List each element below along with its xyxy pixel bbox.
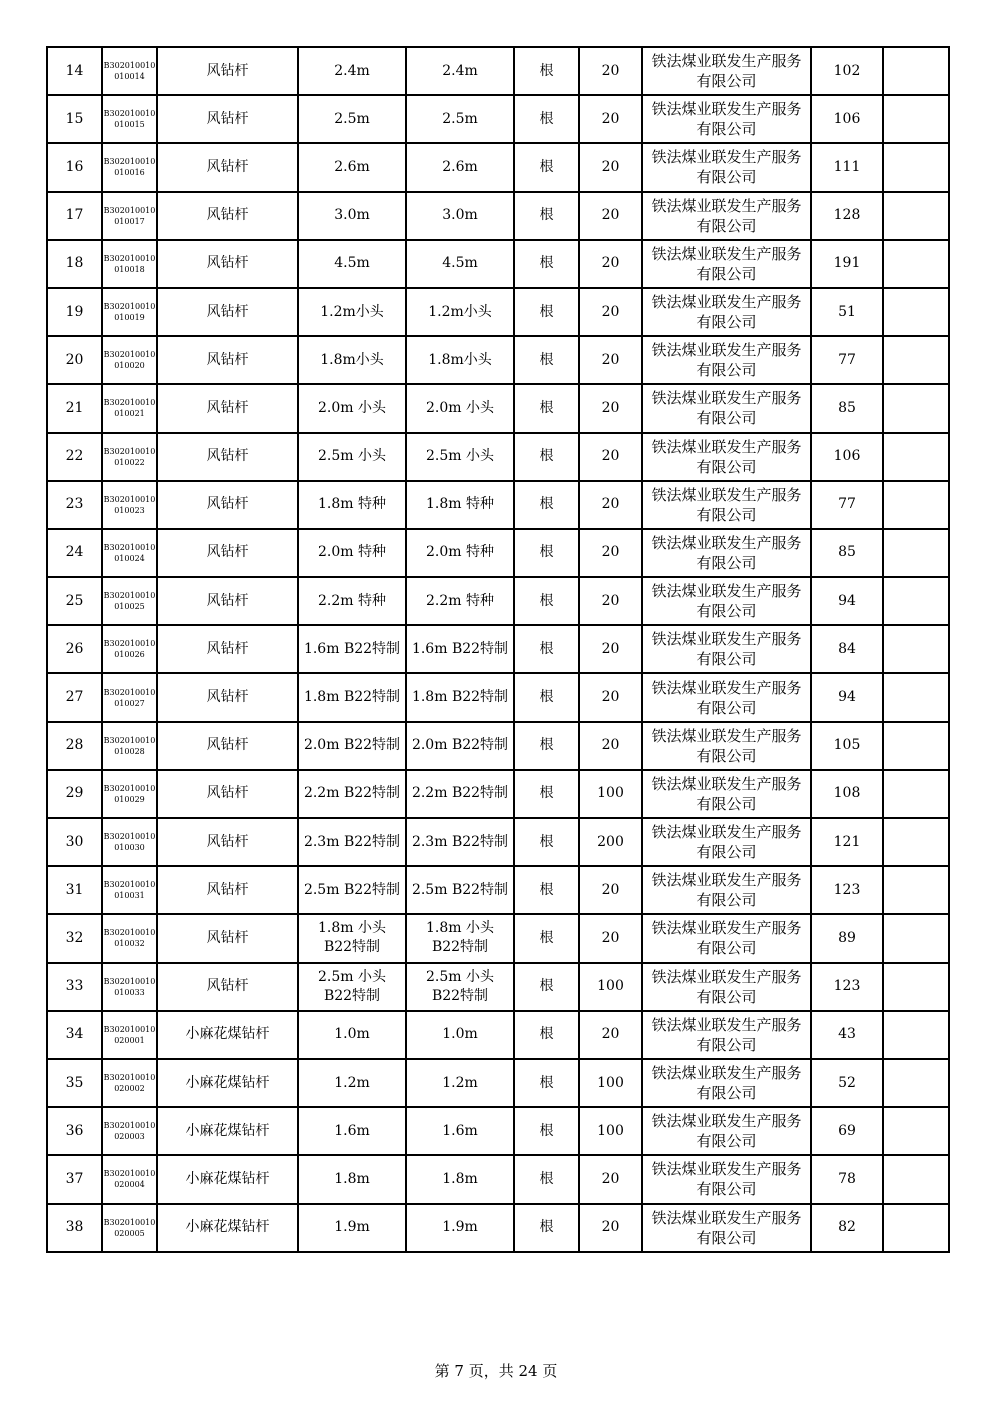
quantity-cell: 20 [579,481,642,529]
table-row [47,288,949,336]
supplier-cell: 铁法煤业联发生产服务有限公司 [642,818,811,866]
table-row [47,625,949,673]
supplier-cell: 铁法煤业联发生产服务有限公司 [642,240,811,288]
material-name-cell: 风钻杆 [157,818,298,866]
spec-detail-cell: 2.5m 小头 B22特制 [406,963,514,1011]
spec-detail-cell: 2.5m B22特制 [406,866,514,914]
unit-cell: 根 [514,95,579,143]
spec-detail-cell: 2.2m 特种 [406,577,514,625]
spec-detail-cell: 2.5m 小头 [406,433,514,481]
quantity-cell: 20 [579,1011,642,1059]
table-row [47,963,949,1011]
material-name-cell: 风钻杆 [157,47,298,95]
material-name-cell: 风钻杆 [157,866,298,914]
quantity-cell: 20 [579,1204,642,1252]
unit-cell: 根 [514,240,579,288]
spec-detail-cell: 1.8m 小头 B22特制 [406,914,514,962]
unit-price-cell: 123 [811,963,883,1011]
spec-model-cell: 1.8m B22特制 [298,673,406,721]
remark-cell [883,963,949,1011]
remark-cell [883,336,949,384]
quantity-cell: 20 [579,673,642,721]
supplier-cell: 铁法煤业联发生产服务有限公司 [642,673,811,721]
materials-table [46,46,950,1253]
material-code-cell: B302010010 010015 [102,95,157,143]
remark-cell [883,1011,949,1059]
material-name-cell: 风钻杆 [157,143,298,191]
material-code-cell: B302010010 010023 [102,481,157,529]
quantity-cell: 100 [579,1059,642,1107]
unit-cell: 根 [514,1059,579,1107]
spec-detail-cell: 1.6m B22特制 [406,625,514,673]
unit-price-cell: 84 [811,625,883,673]
remark-cell [883,818,949,866]
row-number-cell: 38 [47,1204,102,1252]
unit-cell: 根 [514,481,579,529]
spec-model-cell: 3.0m [298,192,406,240]
supplier-cell: 铁法煤业联发生产服务有限公司 [642,1155,811,1203]
row-number-cell: 37 [47,1155,102,1203]
spec-model-cell: 1.2m小头 [298,288,406,336]
spec-model-cell: 2.6m [298,143,406,191]
quantity-cell: 20 [579,866,642,914]
spec-model-cell: 1.9m [298,1204,406,1252]
quantity-cell: 20 [579,529,642,577]
material-name-cell: 风钻杆 [157,625,298,673]
material-name-cell: 小麻花煤钻杆 [157,1107,298,1155]
row-number-cell: 27 [47,673,102,721]
spec-detail-cell: 1.8m [406,1155,514,1203]
spec-model-cell: 1.8m 特种 [298,481,406,529]
row-number-cell: 35 [47,1059,102,1107]
remark-cell [883,577,949,625]
quantity-cell: 20 [579,336,642,384]
table-row [47,673,949,721]
material-name-cell: 风钻杆 [157,577,298,625]
spec-model-cell: 1.6m B22特制 [298,625,406,673]
material-name-cell: 风钻杆 [157,95,298,143]
quantity-cell: 100 [579,1107,642,1155]
material-code-cell: B302010010 010031 [102,866,157,914]
supplier-cell: 铁法煤业联发生产服务有限公司 [642,866,811,914]
unit-cell: 根 [514,336,579,384]
supplier-cell: 铁法煤业联发生产服务有限公司 [642,288,811,336]
table-row [47,336,949,384]
spec-model-cell: 1.2m [298,1059,406,1107]
spec-detail-cell: 2.0m 小头 [406,384,514,432]
spec-detail-cell: 1.0m [406,1011,514,1059]
supplier-cell: 铁法煤业联发生产服务有限公司 [642,529,811,577]
unit-price-cell: 51 [811,288,883,336]
unit-price-cell: 78 [811,1155,883,1203]
spec-detail-cell: 1.6m [406,1107,514,1155]
supplier-cell: 铁法煤业联发生产服务有限公司 [642,625,811,673]
table-row [47,914,949,962]
table-row [47,192,949,240]
row-number-cell: 24 [47,529,102,577]
unit-price-cell: 123 [811,866,883,914]
unit-price-cell: 77 [811,481,883,529]
unit-price-cell: 111 [811,143,883,191]
remark-cell [883,1107,949,1155]
row-number-cell: 25 [47,577,102,625]
spec-model-cell: 1.6m [298,1107,406,1155]
material-code-cell: B302010010 010033 [102,963,157,1011]
supplier-cell: 铁法煤业联发生产服务有限公司 [642,577,811,625]
row-number-cell: 20 [47,336,102,384]
table-row [47,577,949,625]
unit-cell: 根 [514,1155,579,1203]
material-name-cell: 风钻杆 [157,963,298,1011]
material-name-cell: 风钻杆 [157,673,298,721]
spec-detail-cell: 2.5m [406,95,514,143]
material-code-cell: B302010010 010018 [102,240,157,288]
table-row [47,818,949,866]
material-code-cell: B302010010 010019 [102,288,157,336]
remark-cell [883,625,949,673]
spec-detail-cell: 4.5m [406,240,514,288]
remark-cell [883,481,949,529]
material-name-cell: 风钻杆 [157,770,298,818]
row-number-cell: 31 [47,866,102,914]
spec-model-cell: 2.0m B22特制 [298,722,406,770]
unit-cell: 根 [514,1204,579,1252]
row-number-cell: 18 [47,240,102,288]
material-name-cell: 风钻杆 [157,722,298,770]
spec-model-cell: 1.8m小头 [298,336,406,384]
spec-detail-cell: 2.2m B22特制 [406,770,514,818]
material-name-cell: 小麻花煤钻杆 [157,1204,298,1252]
material-name-cell: 小麻花煤钻杆 [157,1155,298,1203]
supplier-cell: 铁法煤业联发生产服务有限公司 [642,770,811,818]
remark-cell [883,240,949,288]
spec-detail-cell: 2.3m B22特制 [406,818,514,866]
remark-cell [883,866,949,914]
unit-cell: 根 [514,914,579,962]
page-footer: 第 7 页，共 24 页 [434,1362,558,1380]
spec-model-cell: 2.2m B22特制 [298,770,406,818]
unit-cell: 根 [514,625,579,673]
remark-cell [883,433,949,481]
material-code-cell: B302010010 010022 [102,433,157,481]
material-code-cell: B302010010 020004 [102,1155,157,1203]
remark-cell [883,47,949,95]
remark-cell [883,722,949,770]
row-number-cell: 26 [47,625,102,673]
material-name-cell: 风钻杆 [157,288,298,336]
material-name-cell: 风钻杆 [157,240,298,288]
supplier-cell: 铁法煤业联发生产服务有限公司 [642,914,811,962]
unit-price-cell: 128 [811,192,883,240]
spec-detail-cell: 1.2m小头 [406,288,514,336]
unit-cell: 根 [514,770,579,818]
table-row [47,1059,949,1107]
supplier-cell: 铁法煤业联发生产服务有限公司 [642,192,811,240]
supplier-cell: 铁法煤业联发生产服务有限公司 [642,1107,811,1155]
spec-detail-cell: 1.2m [406,1059,514,1107]
table-body [47,47,949,1252]
remark-cell [883,1059,949,1107]
material-name-cell: 风钻杆 [157,914,298,962]
material-code-cell: B302010010 020003 [102,1107,157,1155]
material-code-cell: B302010010 010014 [102,47,157,95]
remark-cell [883,143,949,191]
unit-cell: 根 [514,143,579,191]
row-number-cell: 14 [47,47,102,95]
material-name-cell: 风钻杆 [157,336,298,384]
remark-cell [883,288,949,336]
row-number-cell: 34 [47,1011,102,1059]
spec-model-cell: 2.5m [298,95,406,143]
unit-cell: 根 [514,866,579,914]
remark-cell [883,673,949,721]
table-row [47,1011,949,1059]
material-name-cell: 风钻杆 [157,481,298,529]
material-code-cell: B302010010 010029 [102,770,157,818]
material-name-cell: 小麻花煤钻杆 [157,1011,298,1059]
material-code-cell: B302010010 010026 [102,625,157,673]
unit-price-cell: 105 [811,722,883,770]
spec-detail-cell: 1.9m [406,1204,514,1252]
unit-price-cell: 191 [811,240,883,288]
unit-cell: 根 [514,818,579,866]
quantity-cell: 20 [579,47,642,95]
material-name-cell: 风钻杆 [157,192,298,240]
spec-model-cell: 2.0m 特种 [298,529,406,577]
remark-cell [883,384,949,432]
supplier-cell: 铁法煤业联发生产服务有限公司 [642,95,811,143]
remark-cell [883,529,949,577]
material-code-cell: B302010010 010017 [102,192,157,240]
supplier-cell: 铁法煤业联发生产服务有限公司 [642,384,811,432]
table-row [47,1107,949,1155]
spec-detail-cell: 2.0m B22特制 [406,722,514,770]
unit-price-cell: 43 [811,1011,883,1059]
unit-cell: 根 [514,529,579,577]
quantity-cell: 20 [579,625,642,673]
row-number-cell: 36 [47,1107,102,1155]
remark-cell [883,1155,949,1203]
material-code-cell: B302010010 010016 [102,143,157,191]
material-code-cell: B302010010 010024 [102,529,157,577]
spec-detail-cell: 3.0m [406,192,514,240]
quantity-cell: 20 [579,95,642,143]
unit-cell: 根 [514,673,579,721]
table-row [47,722,949,770]
quantity-cell: 20 [579,722,642,770]
row-number-cell: 22 [47,433,102,481]
spec-model-cell: 2.4m [298,47,406,95]
material-code-cell: B302010010 010028 [102,722,157,770]
unit-cell: 根 [514,577,579,625]
spec-model-cell: 1.8m [298,1155,406,1203]
spec-model-cell: 2.0m 小头 [298,384,406,432]
table-row [47,866,949,914]
row-number-cell: 32 [47,914,102,962]
row-number-cell: 16 [47,143,102,191]
spec-detail-cell: 2.0m 特种 [406,529,514,577]
supplier-cell: 铁法煤业联发生产服务有限公司 [642,1059,811,1107]
quantity-cell: 20 [579,1155,642,1203]
table-row [47,433,949,481]
table-row [47,1155,949,1203]
material-name-cell: 小麻花煤钻杆 [157,1059,298,1107]
spec-model-cell: 1.8m 小头 B22特制 [298,914,406,962]
quantity-cell: 20 [579,143,642,191]
unit-price-cell: 82 [811,1204,883,1252]
material-code-cell: B302010010 010025 [102,577,157,625]
unit-cell: 根 [514,722,579,770]
table-row [47,529,949,577]
quantity-cell: 20 [579,192,642,240]
material-name-cell: 风钻杆 [157,384,298,432]
row-number-cell: 15 [47,95,102,143]
material-code-cell: B302010010 020005 [102,1204,157,1252]
unit-price-cell: 102 [811,47,883,95]
quantity-cell: 100 [579,770,642,818]
quantity-cell: 20 [579,384,642,432]
spec-model-cell: 1.0m [298,1011,406,1059]
row-number-cell: 21 [47,384,102,432]
table-row [47,95,949,143]
spec-detail-cell: 1.8m B22特制 [406,673,514,721]
spec-model-cell: 2.2m 特种 [298,577,406,625]
table-row [47,240,949,288]
supplier-cell: 铁法煤业联发生产服务有限公司 [642,433,811,481]
table-row [47,384,949,432]
remark-cell [883,914,949,962]
row-number-cell: 28 [47,722,102,770]
unit-price-cell: 94 [811,577,883,625]
unit-price-cell: 77 [811,336,883,384]
spec-model-cell: 2.5m 小头 [298,433,406,481]
unit-cell: 根 [514,433,579,481]
row-number-cell: 19 [47,288,102,336]
material-code-cell: B302010010 010030 [102,818,157,866]
supplier-cell: 铁法煤业联发生产服务有限公司 [642,1204,811,1252]
spec-model-cell: 2.3m B22特制 [298,818,406,866]
supplier-cell: 铁法煤业联发生产服务有限公司 [642,336,811,384]
unit-cell: 根 [514,47,579,95]
row-number-cell: 29 [47,770,102,818]
quantity-cell: 100 [579,963,642,1011]
material-code-cell: B302010010 010021 [102,384,157,432]
unit-price-cell: 121 [811,818,883,866]
unit-price-cell: 106 [811,433,883,481]
unit-cell: 根 [514,1011,579,1059]
supplier-cell: 铁法煤业联发生产服务有限公司 [642,481,811,529]
material-name-cell: 风钻杆 [157,529,298,577]
unit-cell: 根 [514,288,579,336]
remark-cell [883,95,949,143]
unit-cell: 根 [514,1107,579,1155]
spec-detail-cell: 1.8m小头 [406,336,514,384]
unit-cell: 根 [514,963,579,1011]
quantity-cell: 20 [579,240,642,288]
unit-price-cell: 108 [811,770,883,818]
row-number-cell: 30 [47,818,102,866]
unit-price-cell: 106 [811,95,883,143]
remark-cell [883,192,949,240]
supplier-cell: 铁法煤业联发生产服务有限公司 [642,963,811,1011]
table-row [47,143,949,191]
supplier-cell: 铁法煤业联发生产服务有限公司 [642,47,811,95]
unit-price-cell: 85 [811,384,883,432]
material-name-cell: 风钻杆 [157,433,298,481]
table-row [47,47,949,95]
unit-price-cell: 52 [811,1059,883,1107]
remark-cell [883,1204,949,1252]
unit-price-cell: 85 [811,529,883,577]
unit-cell: 根 [514,384,579,432]
quantity-cell: 20 [579,914,642,962]
spec-detail-cell: 2.4m [406,47,514,95]
quantity-cell: 200 [579,818,642,866]
material-code-cell: B302010010 010020 [102,336,157,384]
spec-detail-cell: 2.6m [406,143,514,191]
quantity-cell: 20 [579,577,642,625]
table-row [47,770,949,818]
row-number-cell: 33 [47,963,102,1011]
unit-price-cell: 89 [811,914,883,962]
row-number-cell: 23 [47,481,102,529]
quantity-cell: 20 [579,433,642,481]
spec-detail-cell: 1.8m 特种 [406,481,514,529]
material-code-cell: B302010010 020001 [102,1011,157,1059]
quantity-cell: 20 [579,288,642,336]
material-code-cell: B302010010 020002 [102,1059,157,1107]
spec-model-cell: 4.5m [298,240,406,288]
table-row [47,481,949,529]
supplier-cell: 铁法煤业联发生产服务有限公司 [642,143,811,191]
table-row [47,1204,949,1252]
spec-model-cell: 2.5m B22特制 [298,866,406,914]
unit-cell: 根 [514,192,579,240]
spec-model-cell: 2.5m 小头 B22特制 [298,963,406,1011]
unit-price-cell: 94 [811,673,883,721]
unit-price-cell: 69 [811,1107,883,1155]
row-number-cell: 17 [47,192,102,240]
material-code-cell: B302010010 010032 [102,914,157,962]
remark-cell [883,770,949,818]
supplier-cell: 铁法煤业联发生产服务有限公司 [642,722,811,770]
material-code-cell: B302010010 010027 [102,673,157,721]
supplier-cell: 铁法煤业联发生产服务有限公司 [642,1011,811,1059]
